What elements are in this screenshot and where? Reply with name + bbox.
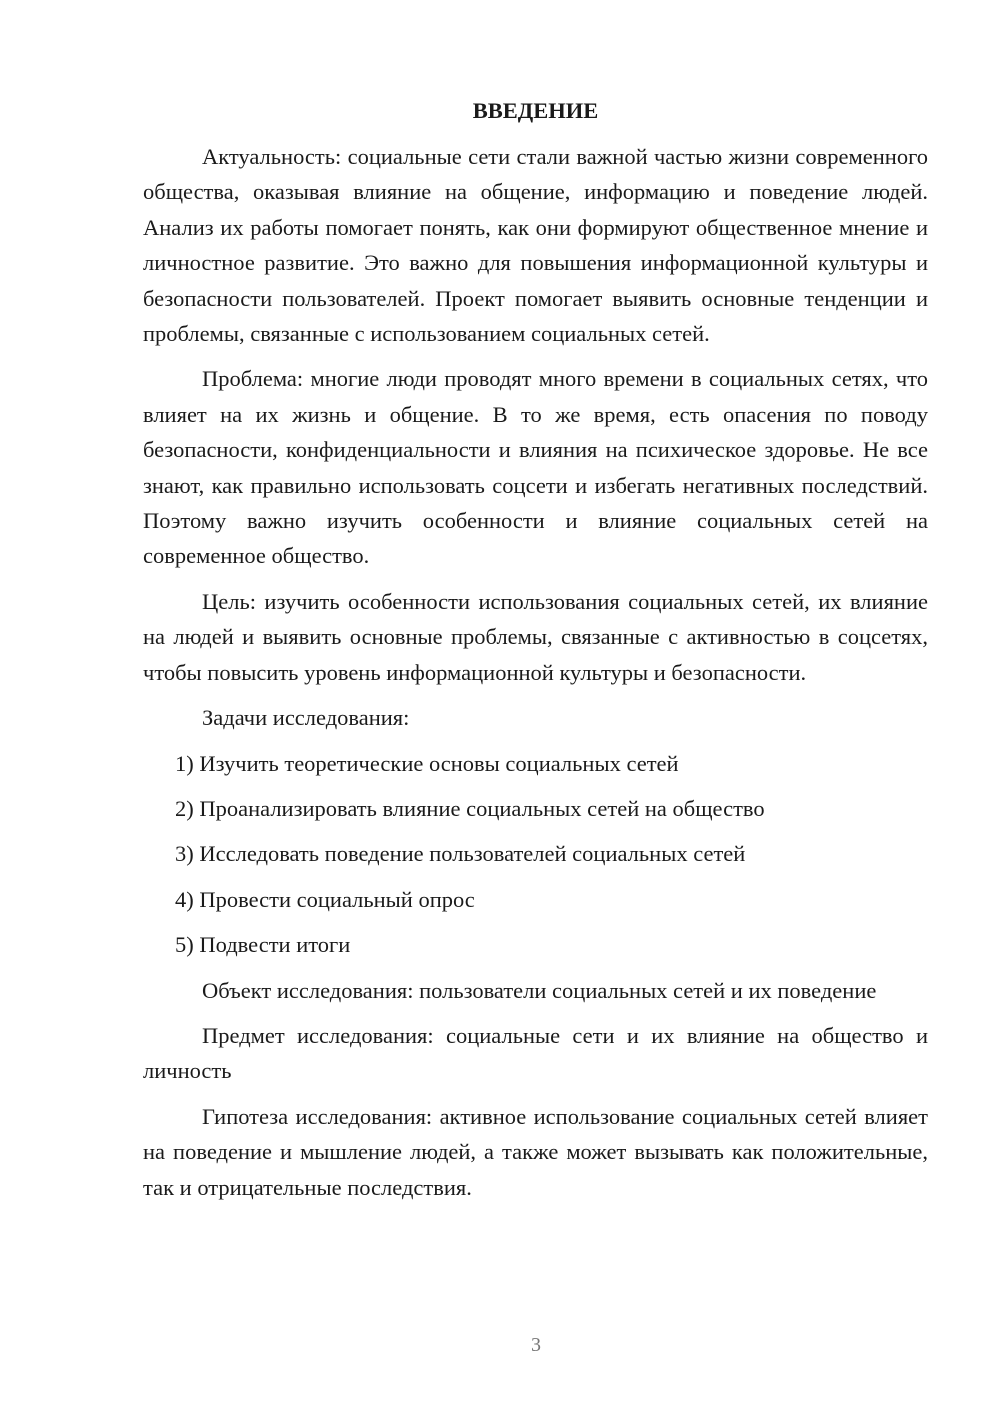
list-item: 3) Исследовать поведение пользователей социальных сетей: [175, 841, 746, 867]
tasks-title: Задачи исследования:: [202, 705, 410, 731]
list-item: 4) Провести социальный опрос: [175, 886, 475, 912]
tasks-list: [143, 746, 928, 963]
goal-paragraph: Цель: изучить особенности использования социальных сетей, их влияние на людей и выявить основные проблемы, связанные с активностью в соцсетях, чтобы повысить уровень информационной культуры и безопасности.: [143, 588, 928, 685]
object-paragraph: Объект исследования: пользователи социальных сетей и их поведение: [202, 977, 877, 1003]
page-number: 3: [531, 1334, 541, 1356]
page-content: [143, 96, 928, 1215]
section-heading: ВВЕДЕНИЕ: [472, 98, 599, 123]
problem-paragraph: Проблема: многие люди проводят много времени в социальных сетях, что влияет на их жизнь и общение. В то же время, есть опасения по поводу безопасности, конфиденциальности и влияния на психическое здоровье. Не все знают, как правильно использовать соцсети и избегать негативных последствий. Поэтому важно изучить особенности и влияние социальных сетей на современное общество.: [143, 366, 928, 569]
list-item: 5) Подвести итоги: [175, 932, 351, 958]
list-item: 2) Проанализировать влияние социальных сетей на общество: [175, 795, 765, 821]
subject-paragraph: Предмет исследования: социальные сети и их влияние на общество и личность: [143, 1022, 928, 1084]
relevance-paragraph: Актуальность: социальные сети стали важной частью жизни современного общества, оказывая влияние на общение, информацию и поведение людей. Анализ их работы помогает понять, как они формируют общественное мнение и личностное развитие. Это важно для повышения информационной культуры и безопасности пользователей. Проект помогает выявить основные тенденции и проблемы, связанные с использованием социальных сетей.: [143, 144, 928, 347]
list-item: 1) Изучить теоретические основы социальных сетей: [175, 750, 679, 776]
hypothesis-paragraph: Гипотеза исследования: активное использование социальных сетей влияет на поведение и мышление людей, а также может вызывать как положительные, так и отрицательные последствия.: [143, 1103, 928, 1200]
